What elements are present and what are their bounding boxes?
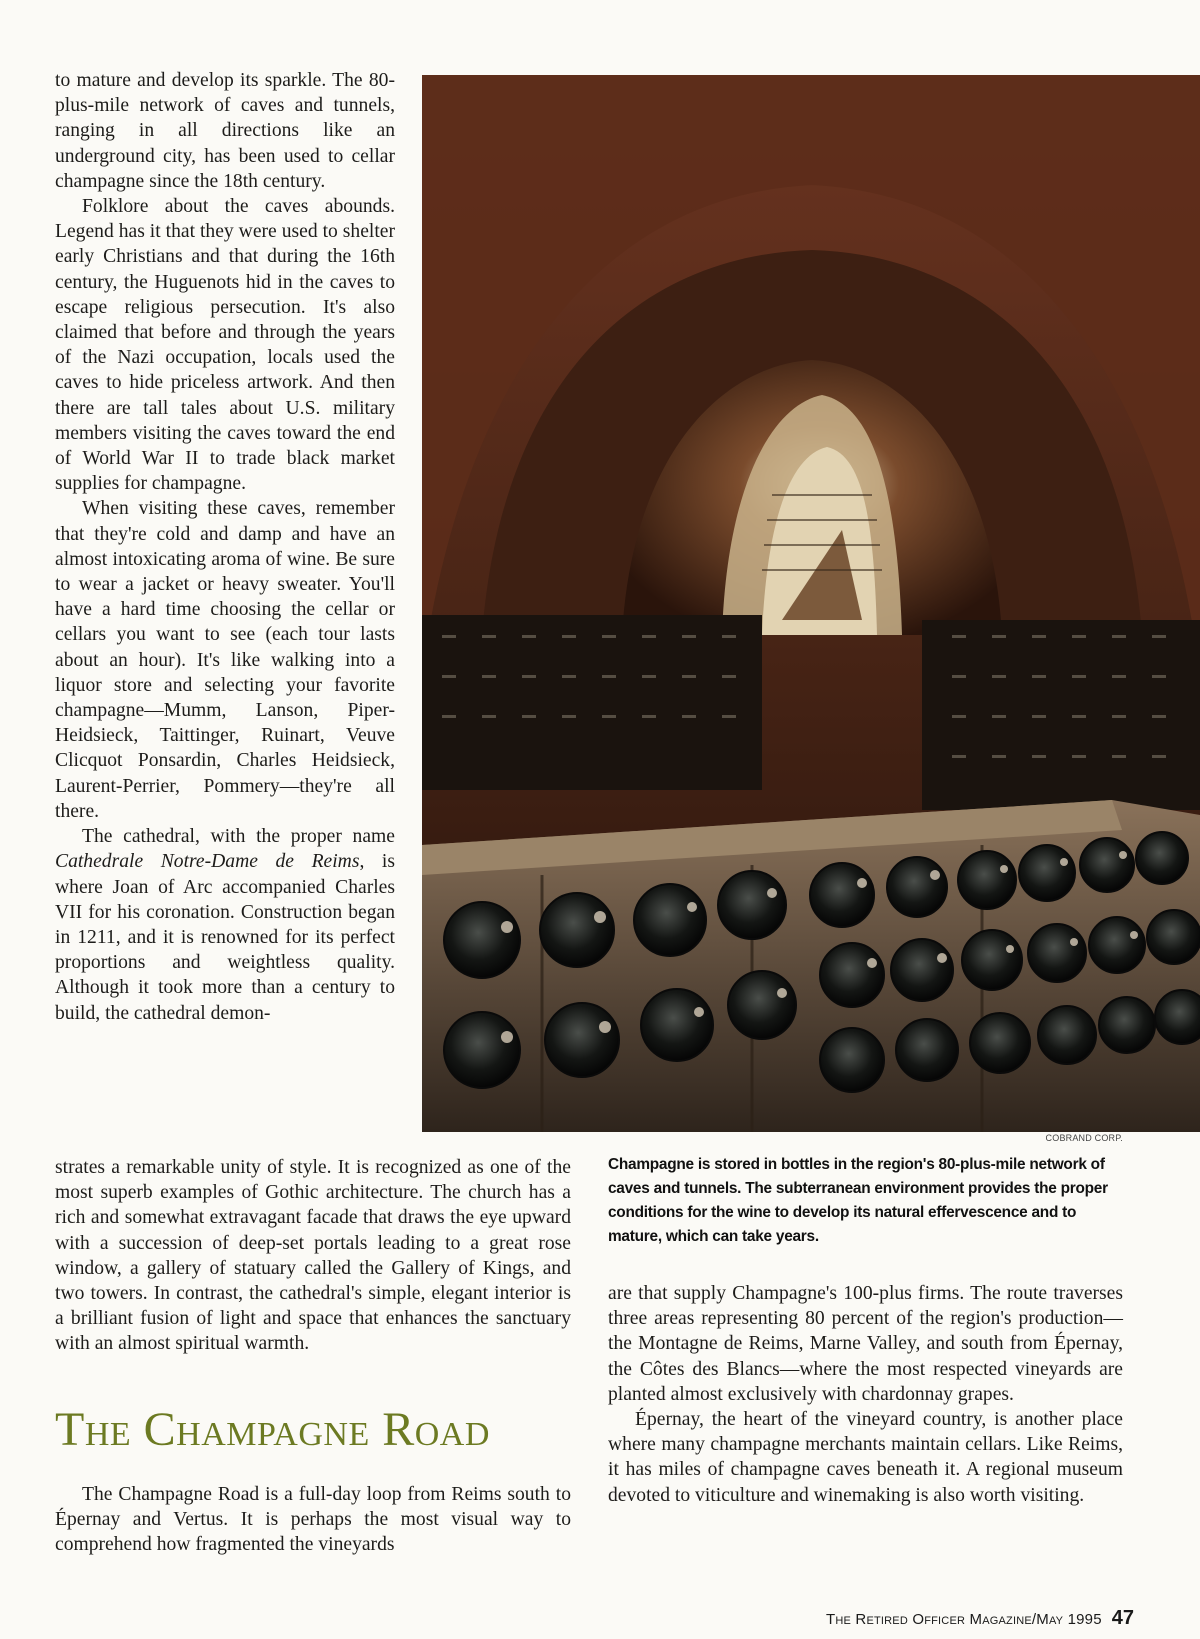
wine-cellar-photo <box>422 75 1200 1132</box>
body-column-left-top <box>55 68 395 1026</box>
paragraph: Folklore about the caves abounds. Legend has it that they were used to shelter early Christians and that during the 16th century, the Huguenots hid in the caves to escape religious persecution. It's also claimed that before and through the years of the Nazi occupation, locals used the caves to hide priceless artwork. And then there are tall tales about U.S. military members visiting the caves toward the end of World War II to trade black market supplies for champagne. <box>55 196 395 495</box>
photo-credit: COBRAND CORP. <box>1045 1133 1123 1143</box>
cellar-illustration <box>422 75 1200 1132</box>
paragraph: to mature and develop its sparkle. The 80-plus-mile network of caves and tunnels, ranging in all directions like an underground city, has been used to cellar champagne since the 18th century. <box>55 70 395 192</box>
text-run: , is where Joan of Arc accompanied Charles VII for his coronation. Construction began in 1211, and it is renowned for its perfect proportions and weightless quality. Although it took more than a century to build, the cathedral demon- <box>55 851 395 1024</box>
body-column-left-section <box>55 1482 571 1558</box>
body-column-left-continued <box>55 1155 571 1357</box>
paragraph: Épernay, the heart of the vineyard country, is another place where many champagne merchants maintain cellars. Like Reims, it has miles of champagne caves beneath it. A regional museum devoted to viticulture and winemaking is also worth visiting. <box>608 1409 1123 1506</box>
paragraph: The Champagne Road is a full-day loop from Reims south to Épernay and Vertus. It is perhaps the most visual way to comprehend how fragmented the vineyards <box>55 1484 571 1556</box>
body-column-right <box>608 1281 1123 1508</box>
text-run: The cathedral, with the proper name <box>82 826 395 848</box>
page-footer <box>826 1607 1134 1630</box>
paragraph-cathedral <box>55 824 395 1026</box>
paragraph: When visiting these caves, remember that they're cold and damp and have an almost intoxicating aroma of wine. Be sure to wear a jacket or heavy sweater. You'll have a hard time choosing the cellar or cellars you want to see (each tour lasts about an hour). It's like walking into a liquor store and selecting your favorite champagne—Mumm, Lanson, Piper-Heidsieck, Taittinger, Ruinart, Veuve Clicquot Ponsardin, Charles Heidsieck, Laurent-Perrier, Pommery—they're all there. <box>55 498 395 822</box>
paragraph: strates a remarkable unity of style. It is recognized as one of the most superb examples of Gothic architecture. The church has a rich and somewhat extravagant facade that draws the eye upward with a succession of deep-set portals leading to a great rose window, a gallery of statuary called the Gallery of Kings, and two towers. In contrast, the cathedral's simple, elegant interior is a brilliant fusion of light and space that enhances the sanctuary with an almost spiritual warmth. <box>55 1157 571 1355</box>
cathedral-name: Cathedrale Notre-Dame de Reims <box>55 851 360 873</box>
photo-caption: Champagne is stored in bottles in the region's 80-plus-mile network of caves and tunnels. The subterranean environment provides the proper conditions for the wine to develop its natural effervescence and to mature, which can take years. <box>608 1156 1108 1245</box>
section-heading: The Champagne Road <box>55 1403 490 1456</box>
magazine-info: The Retired Officer Magazine/May 1995 <box>826 1611 1102 1628</box>
paragraph: are that supply Champagne's 100-plus firms. The route traverses three areas representing 80 percent of the region's production—the Montagne de Reims, Marne Valley, and south from Épernay, the Côtes des Blancs—where the most respected vineyards are planted almost exclusively with chardonnay grapes. <box>608 1283 1123 1405</box>
page-number: 47 <box>1111 1607 1134 1629</box>
